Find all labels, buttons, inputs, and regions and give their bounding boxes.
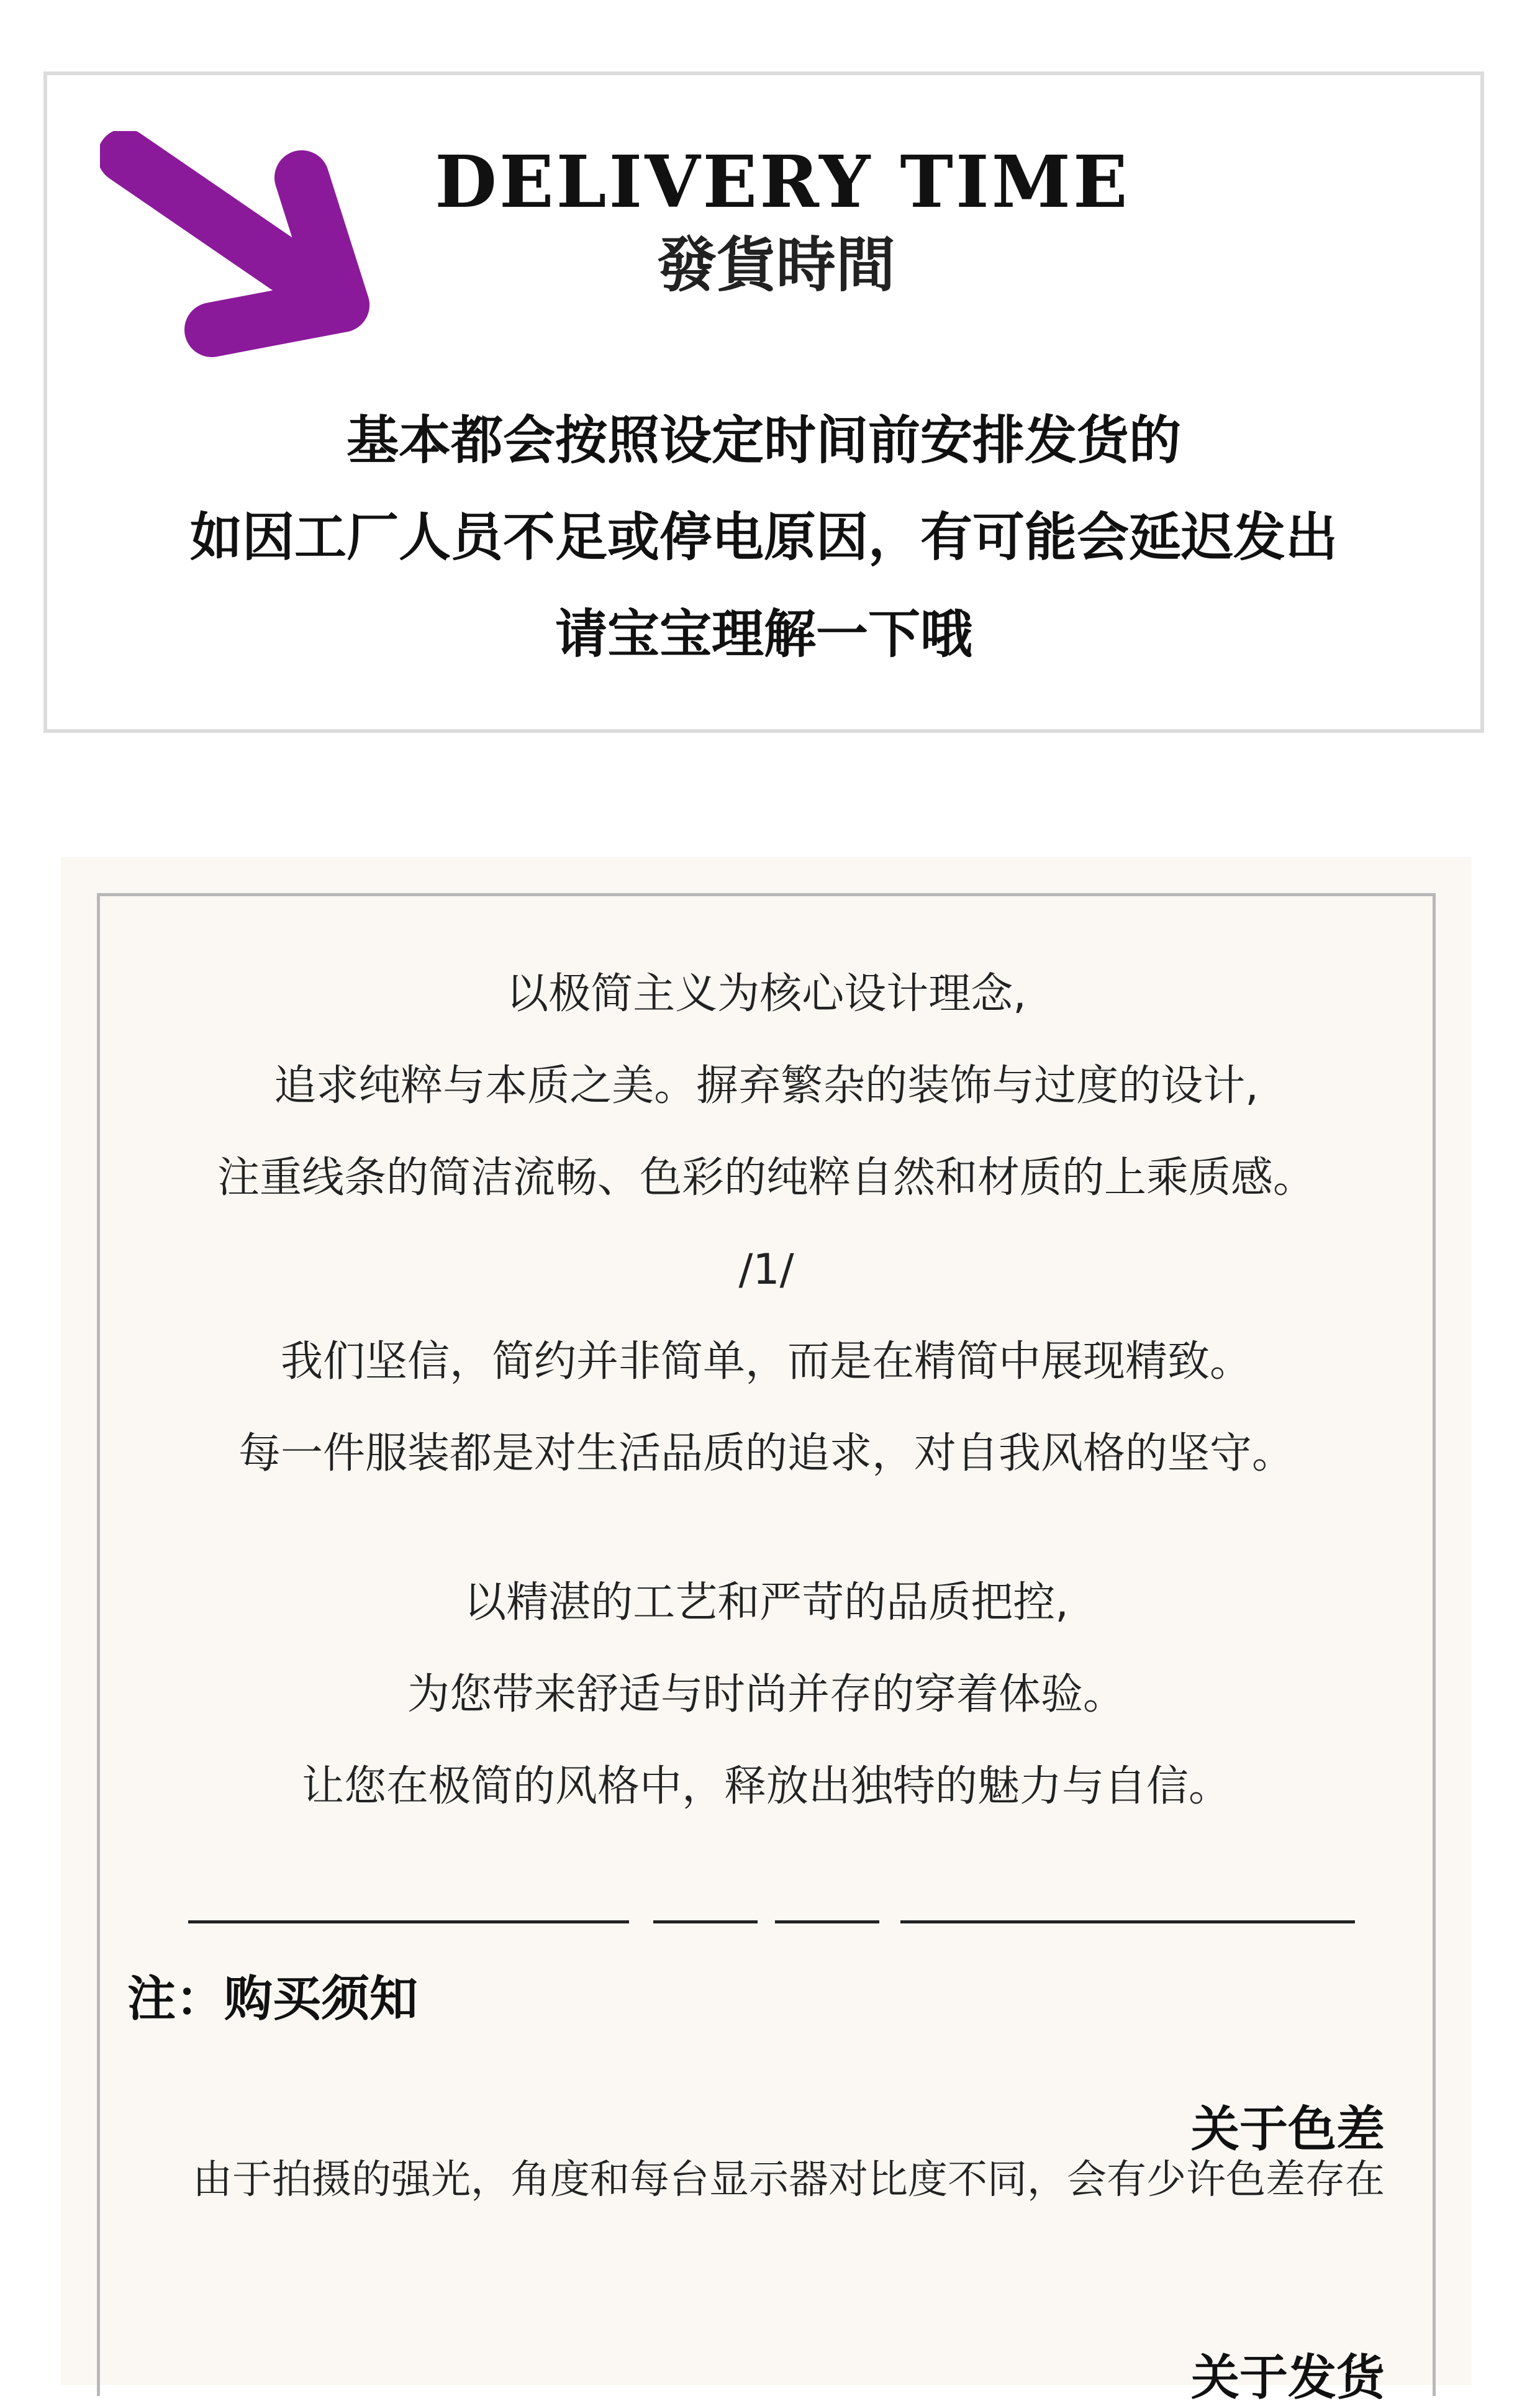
shipping-heading: 关于发货	[1190, 2350, 1385, 2406]
brand-text-line: 以精湛的工艺和严苛的品质把控,	[464, 1578, 1069, 1627]
brand-text-line: 为您带来舒适与时尚并存的穿着体验。	[407, 1670, 1125, 1719]
divider-segment	[653, 1920, 758, 1923]
delivery-title: DELIVERY TIME	[435, 140, 1130, 224]
divider-segment	[900, 1920, 1355, 1923]
delivery-notice	[47, 392, 1480, 683]
delivery-notice-line: 如因工厂人员不足或停电原因，有可能会延迟发出	[189, 507, 1338, 568]
color-difference-heading: 关于色差	[1190, 2102, 1385, 2158]
divider-segment	[775, 1920, 879, 1923]
delivery-time-card	[43, 71, 1484, 733]
brand-text-line: 注重线条的简洁流畅、色彩的纯粹自然和材质的上乘质感。	[217, 1153, 1315, 1202]
brand-text-line: 我们坚信，简约并非简单，而是在精简中展现精致。	[280, 1337, 1252, 1386]
delivery-notice-line: 请宝宝理解一下哦	[555, 604, 972, 665]
brand-text-line: 以极简主义为核心设计理念,	[506, 969, 1026, 1019]
brand-text-line: 追求纯粹与本质之美。摒弃繁杂的装饰与过度的设计,	[274, 1061, 1259, 1110]
brand-philosophy-paragraph	[97, 948, 1436, 1500]
brand-text-line: /1/	[738, 1245, 794, 1294]
purchase-notes-heading: 注：购买须知	[127, 1971, 419, 2027]
delivery-notice-line: 基本都会按照设定时间前安排发货的	[346, 410, 1181, 471]
brand-text-line: 让您在极简的风格中，释放出独特的魅力与自信。	[301, 1762, 1231, 1811]
color-difference-description: 由于拍摄的强光，角度和每台显示器对比度不同，会有少许色差存在	[192, 2157, 1385, 2203]
brand-quality-paragraph	[97, 1557, 1436, 1833]
divider-segment	[188, 1920, 629, 1923]
delivery-subtitle: 發貨時間	[657, 230, 895, 300]
brand-text-line: 每一件服装都是对生活品质的追求，对自我风格的坚守。	[238, 1429, 1294, 1478]
